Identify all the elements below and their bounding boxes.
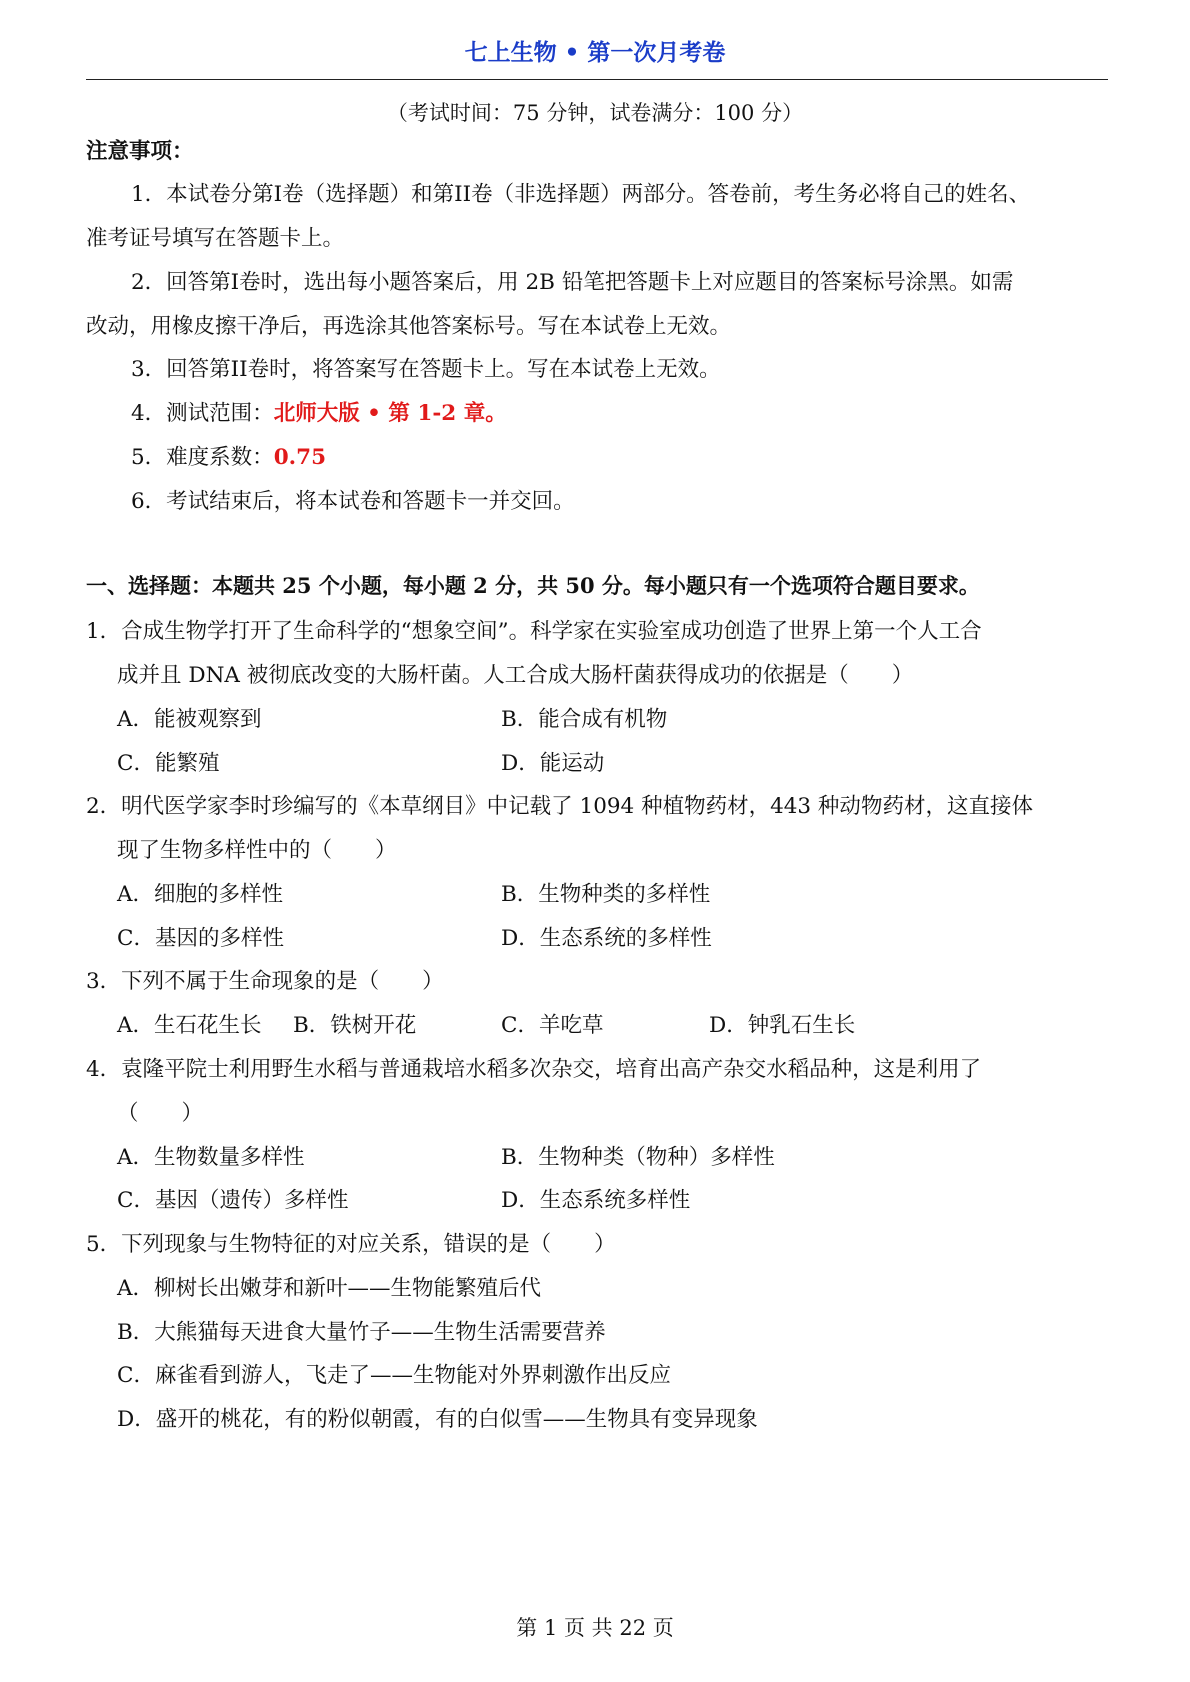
note-item-2-line1: 2．回答第I卷时，选出每小题答案后，用 2B 铅笔把答题卡上对应题目的答案标号涂黑。如需 — [131, 270, 1014, 295]
test-scope: 北师大版 • 第 1-2 章。 — [273, 401, 507, 426]
note-item-4-label: 4．测试范围： — [131, 401, 274, 426]
question-4-line2: （ ） — [117, 1101, 204, 1126]
page-number: 第 1 页 共 22 页 — [516, 1616, 674, 1640]
question-1-option-a: A．能被观察到 — [117, 707, 262, 732]
notes-heading: 注意事项： — [86, 139, 194, 164]
question-2-option-c: C．基因的多样性 — [117, 926, 284, 951]
difficulty-value: 0.75 — [273, 445, 327, 470]
note-item-1-line1: 1．本试卷分第I卷（选择题）和第II卷（非选择题）两部分。答卷前，考生务必将自己的姓名、 — [131, 182, 1031, 207]
question-1-line2: 成并且 DNA 被彻底改变的大肠杆菌。人工合成大肠杆菌获得成功的依据是（ ） — [117, 663, 914, 688]
note-item-5-label: 5．难度系数： — [131, 445, 274, 470]
question-2-option-a: A．细胞的多样性 — [117, 882, 284, 907]
question-5-option-a: A．柳树长出嫩芽和新叶——生物能繁殖后代 — [117, 1276, 542, 1301]
question-1-option-c: C．能繁殖 — [117, 751, 220, 776]
question-2-line1: 2．明代医学家李时珍编写的《本草纲目》中记载了 1094 种植物药材，443 种动物药材，这直接体 — [86, 794, 1033, 819]
question-5-option-d: D．盛开的桃花，有的粉似朝霞，有的白似雪——生物具有变异现象 — [117, 1407, 758, 1432]
question-1-line1: 1．合成生物学打开了生命科学的“想象空间”。科学家在实验室成功创造了世界上第一个人工合 — [86, 619, 982, 644]
question-1-option-d: D．能运动 — [501, 751, 605, 776]
note-item-6: 6．考试结束后，将本试卷和答题卡一并交回。 — [131, 489, 575, 514]
question-2-line2: 现了生物多样性中的（ ） — [117, 838, 397, 863]
note-item-4 — [131, 396, 507, 427]
question-3-option-c: C．羊吃草 — [501, 1013, 604, 1038]
question-4-line1: 4．袁隆平院士利用野生水稻与普通栽培水稻多次杂交，培育出高产杂交水稻品种，这是利用了 — [86, 1057, 982, 1082]
header-divider — [86, 79, 1108, 80]
page-title: 七上生物 • 第一次月考卷 — [464, 40, 726, 66]
question-2-option-d: D．生态系统的多样性 — [501, 926, 712, 951]
question-3-option-a: A．生石花生长 — [117, 1013, 262, 1038]
note-item-1-line2: 准考证号填写在答题卡上。 — [86, 226, 345, 251]
question-1-option-b: B．能合成有机物 — [501, 707, 668, 732]
question-4-option-c: C．基因（遗传）多样性 — [117, 1188, 349, 1213]
question-5-option-c: C．麻雀看到游人，飞走了——生物能对外界刺激作出反应 — [117, 1363, 671, 1388]
question-4-option-d: D．生态系统多样性 — [501, 1188, 691, 1213]
section-heading: 一、选择题：本题共 25 个小题，每小题 2 分，共 50 分。每小题只有一个选项符合题目要求。 — [86, 573, 980, 598]
question-3-option-b: B．铁树开花 — [293, 1013, 417, 1038]
question-4-option-b: B．生物种类（物种）多样性 — [501, 1145, 775, 1170]
question-3-line1: 3．下列不属于生命现象的是（ ） — [86, 969, 444, 994]
note-item-5 — [131, 440, 326, 471]
question-2-option-b: B．生物种类的多样性 — [501, 882, 711, 907]
question-5-line1: 5．下列现象与生物特征的对应关系，错误的是（ ） — [86, 1232, 616, 1257]
question-3-option-d: D．钟乳石生长 — [709, 1013, 856, 1038]
note-item-3: 3．回答第II卷时，将答案写在答题卡上。写在本试卷上无效。 — [131, 357, 721, 382]
note-item-2-line2: 改动，用橡皮擦干净后，再选涂其他答案标号。写在本试卷上无效。 — [86, 314, 732, 339]
question-5-option-b: B．大熊猫每天进食大量竹子——生物生活需要营养 — [117, 1320, 606, 1345]
question-4-option-a: A．生物数量多样性 — [117, 1145, 305, 1170]
exam-time-info: （考试时间：75 分钟，试卷满分：100 分） — [386, 101, 804, 125]
